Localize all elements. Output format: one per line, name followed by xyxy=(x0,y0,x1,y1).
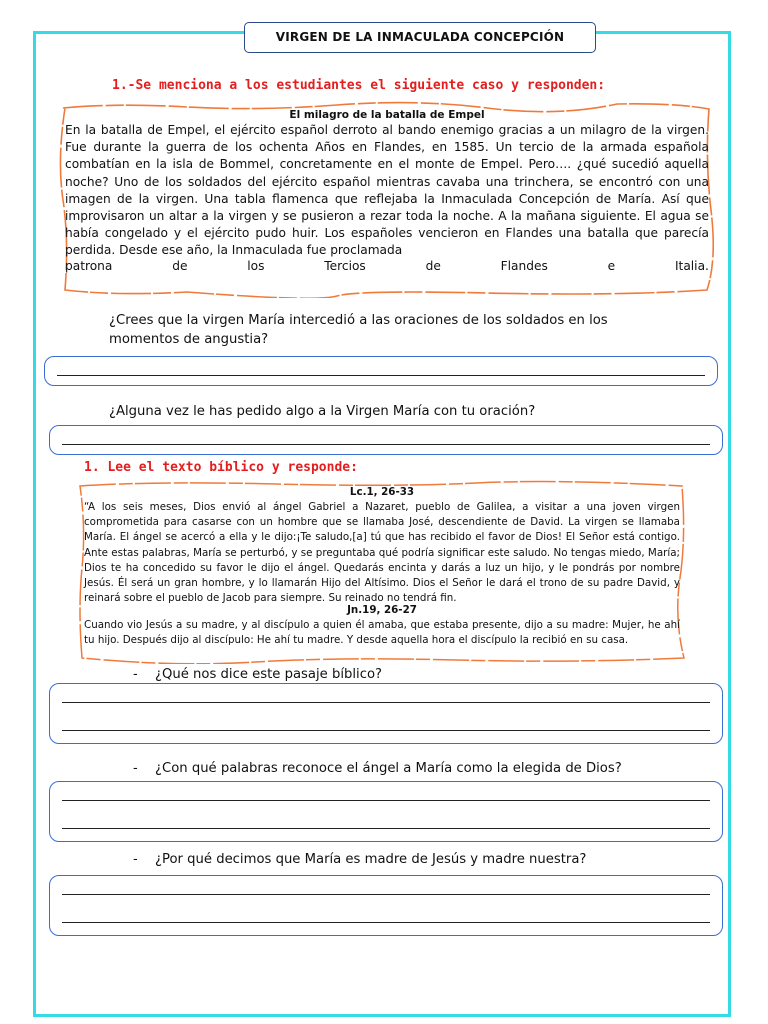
answer-line[interactable] xyxy=(62,800,710,801)
bible-ref-2: Jn.19, 26-27 xyxy=(347,604,417,616)
bible-text-2: Cuando vio Jesús a su madre, y al discípulo a quien él amaba, que estaba presente, dijo a su madre: Mujer, he ahí tu hijo. Después dijo al discípulo: He ahí tu madre. Y desde aquella hora el discípulo la recibió en su casa. xyxy=(84,619,680,647)
section1-heading: 1.-Se menciona a los estudiantes el siguiente caso y responden: xyxy=(112,78,606,93)
section2-heading: 1. Lee el texto bíblico y responde: xyxy=(84,460,358,475)
story-last-line xyxy=(65,259,709,273)
answer-line[interactable] xyxy=(62,828,710,829)
bible-text-1: “A los seis meses, Dios envió al ángel Gabriel a Nazaret, pueblo de Galilea, a visitar a una joven virgen comprometida para casarse con un hombre que se llamaba José, descendiente de David. La virgen se llamaba María. El ángel se acercó a ella y le dijo:¡Te saludo,[a] tú que has recibido el favor de Dios! El Señor está contigo. Ante estas palabras, María se perturbó, y se preguntaba qué podría significar este saludo. No tengas miedo, María; Dios te ha concedido su favor le dijo el ángel. Quedarás encinta y darás a luz un hijo, y le pondrás por nombre Jesús. Él será un gran hombre, y lo llamarán Hijo del Altísimo. Dios el Señor le dará el trono de su padre David, y reinará sobre el pueblo de Jacob para siempre. Su reinado no tendrá fin. xyxy=(84,501,680,605)
answer-box-2[interactable] xyxy=(49,425,723,455)
dash-bullet: - xyxy=(133,667,138,682)
answer-line[interactable] xyxy=(62,894,710,895)
bible-box xyxy=(76,478,688,660)
question-2: ¿Alguna vez le has pedido algo a la Virgen María con tu oración? xyxy=(109,404,536,419)
word: de xyxy=(425,259,441,273)
story-text: En la batalla de Empel, el ejército español derroto al bando enemigo gracias a un milagro de la virgen. Fue durante la guerra de los ochenta Años en Flandes, en 1585. Un tercio de la armada española combatían en la isla de Bommel, concretamente en el monte de Empel. Pero…. ¿qué sucedió aquella noche? Uno de los soldados del ejército español mientras cavaba una trinchera, se encontró con una imagen de la virgen. Una tabla flamenca que reflejaba la Inmaculada Concepción de María. Así que improvisaron un altar a la virgen y se pusieron a rezar toda la noche. A la mañana siguiente. El agua se había congelado y el ejército pudo huir. Los españoles vencieron en Flandes una batalla que parecía perdida. Desde ese año, la Inmaculada fue proclamada xyxy=(65,123,709,258)
bible-ref-1: Lc.1, 26-33 xyxy=(349,486,415,498)
word: Tercios xyxy=(324,259,366,273)
word: Italia. xyxy=(674,259,709,273)
question-3: ¿Qué nos dice este pasaje bíblico? xyxy=(155,667,383,682)
word: patrona xyxy=(65,259,113,273)
answer-line[interactable] xyxy=(62,444,710,445)
question-5: ¿Por qué decimos que María es madre de Jesús y madre nuestra? xyxy=(155,852,587,867)
word: los xyxy=(247,259,265,273)
answer-box-1[interactable] xyxy=(44,356,718,386)
answer-line[interactable] xyxy=(62,702,710,703)
word: Flandes xyxy=(500,259,548,273)
answer-box-3[interactable] xyxy=(49,683,723,744)
answer-box-5[interactable] xyxy=(49,875,723,936)
question-4: ¿Con qué palabras reconoce el ángel a María como la elegida de Dios? xyxy=(155,761,622,776)
answer-line[interactable] xyxy=(62,922,710,923)
dash-bullet: - xyxy=(133,761,138,776)
answer-line[interactable] xyxy=(57,375,705,376)
word: e xyxy=(607,259,616,273)
word: de xyxy=(172,259,188,273)
question-1: ¿Crees que la virgen María intercedió a las oraciones de los soldados en los momentos de angustia? xyxy=(109,313,608,347)
page-title: VIRGEN DE LA INMACULADA CONCEPCIÓN xyxy=(244,22,596,53)
story-title: El milagro de la batalla de Empel xyxy=(289,109,485,121)
answer-line[interactable] xyxy=(62,730,710,731)
dash-bullet: - xyxy=(133,852,138,867)
answer-box-4[interactable] xyxy=(49,781,723,842)
